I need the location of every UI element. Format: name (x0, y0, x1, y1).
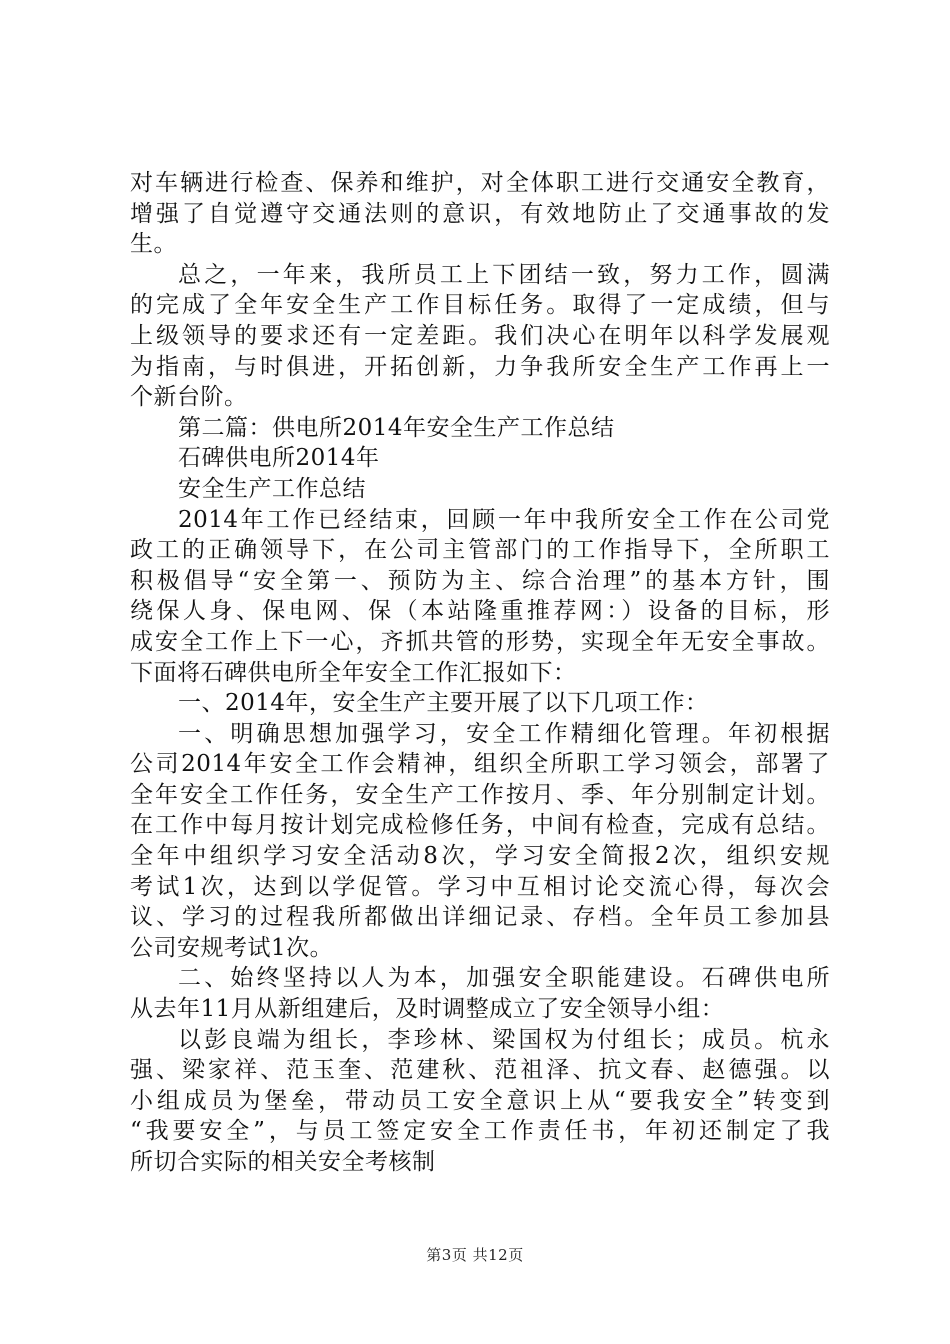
text-line: 对车辆进行检查、保养和维护，对全体职工进行交通安全教育， (130, 170, 830, 196)
text-line: 个新台阶。 (130, 384, 248, 411)
text-line: 为指南，与时俱进，开拓创新，力争我所安全生产工作再上一 (130, 353, 830, 380)
text-line: 积极倡导“安全第一、预防为主、综合治理”的基本方针，围 (130, 567, 830, 594)
text-line: 以彭良端为组长，李珍林、梁国权为付组长；成员。杭永 (178, 1026, 830, 1053)
text-line: 安全生产工作总结 (178, 475, 366, 502)
document-body (130, 168, 830, 1178)
text-line: 下面将石碑供电所全年安全工作汇报如下： (130, 659, 577, 686)
text-line: 公司2014年安全工作会精神，组织全所职工学习领会，部署了 (130, 751, 830, 778)
text-line: 成安全工作上下一心，齐抓共管的形势，实现全年无安全事故。 (130, 628, 830, 655)
text-line: 所切合实际的相关安全考核制 (130, 1149, 436, 1175)
text-line: 石碑供电所2014年 (178, 445, 380, 472)
text-line: 一、2014年，安全生产主要开展了以下几项工作： (178, 690, 709, 717)
text-line: 全年中组织学习安全活动8次，学习安全简报2次，组织安规 (130, 843, 830, 870)
text-line: 增强了自觉遵守交通法则的意识，有效地防止了交通事故的发 (130, 200, 830, 227)
text-line: 考试1次，达到以学促管。学习中互相讨论交流心得，每次会 (130, 873, 830, 900)
text-line: 强、梁家祥、范玉奎、范建秋、范祖泽、抗文春、赵德强。以 (130, 1057, 830, 1084)
text-line: 生。 (130, 231, 177, 258)
text-line: 小组成员为堡垒，带动员工安全意识上从“要我安全”转变到 (130, 1087, 830, 1114)
text-line: 议、学习的过程我所都做出详细记录、存档。全年员工参加县 (130, 904, 830, 931)
page-footer: 第3页 共12页 (426, 1246, 524, 1264)
text-line: 政工的正确领导下，在公司主管部门的工作指导下，全所职工 (130, 537, 830, 564)
text-line: 从去年11月从新组建后，及时调整成立了安全领导小组： (130, 996, 725, 1023)
text-line: 的完成了全年安全生产工作目标任务。取得了一定成绩，但与 (130, 292, 830, 319)
text-line: 公司安规考试1次。 (130, 934, 334, 961)
text-line: 上级领导的要求还有一定差距。我们决心在明年以科学发展观 (130, 322, 830, 349)
text-line: 第二篇：供电所2014年安全生产工作总结 (178, 414, 615, 441)
text-line: 全年安全工作任务，安全生产工作按月、季、年分别制定计划。 (130, 781, 830, 808)
text-line: 二、始终坚持以人为本，加强安全职能建设。石碑供电所 (178, 965, 830, 992)
text-line: 一、明确思想加强学习，安全工作精细化管理。年初根据 (178, 720, 830, 747)
text-line: 2014年工作已经结束，回顾一年中我所安全工作在公司党 (178, 506, 830, 533)
text-line: 在工作中每月按计划完成检修任务，中间有检查，完成有总结。 (130, 812, 830, 839)
text-line: 总之，一年来，我所员工上下团结一致，努力工作，圆满 (178, 261, 830, 288)
text-line: 绕保人身、保电网、保（本站隆重推荐网：）设备的目标，形 (130, 598, 830, 625)
text-line: “我要安全”，与员工签定安全工作责任书，年初还制定了我 (130, 1118, 830, 1145)
